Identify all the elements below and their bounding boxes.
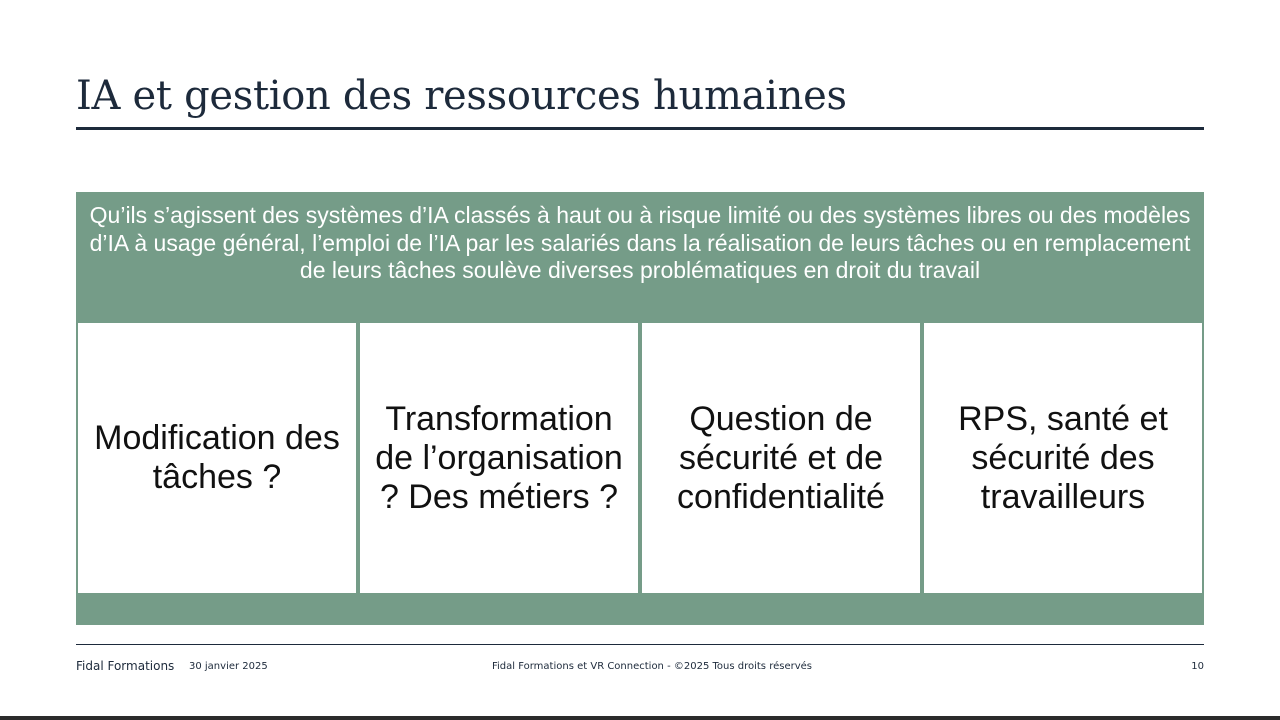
topic-box-label: Modification des tâches ?: [94, 419, 340, 496]
content-panel: [76, 192, 1204, 625]
topic-box-tasks: [78, 323, 356, 593]
window-bottom-edge: [0, 716, 1280, 720]
footer-date: 30 janvier 2025: [189, 661, 268, 672]
topic-box-health: [924, 323, 1202, 593]
title-underline: [76, 127, 1204, 130]
topic-box-label: Transformation de l’organisation ? Des métiers ?: [375, 399, 623, 516]
topic-box-organisation: [360, 323, 638, 593]
topic-boxes: [76, 323, 1204, 593]
topic-box-security: [642, 323, 920, 593]
slide-title: IA et gestion des ressources humaines: [76, 73, 847, 119]
page-number: 10: [1191, 661, 1204, 672]
intro-text: Qu’ils s’agissent des systèmes d’IA classés à haut ou à risque limité ou des systèmes libres ou des modèles d’IA à usage général, l’emploi de l’IA par les salariés dans la réalisation de leurs tâches ou en remplacement de leurs tâches soulève diverses problématiques en droit du travail: [89, 202, 1191, 283]
footer-organization: Fidal Formations: [76, 659, 175, 673]
footer-divider: [76, 644, 1204, 645]
footer-copyright: Fidal Formations et VR Connection - ©2025 Tous droits réservés: [492, 661, 812, 672]
topic-box-label: RPS, santé et sécurité des travailleurs: [958, 399, 1168, 516]
topic-box-label: Question de sécurité et de confidentialité: [677, 399, 885, 516]
